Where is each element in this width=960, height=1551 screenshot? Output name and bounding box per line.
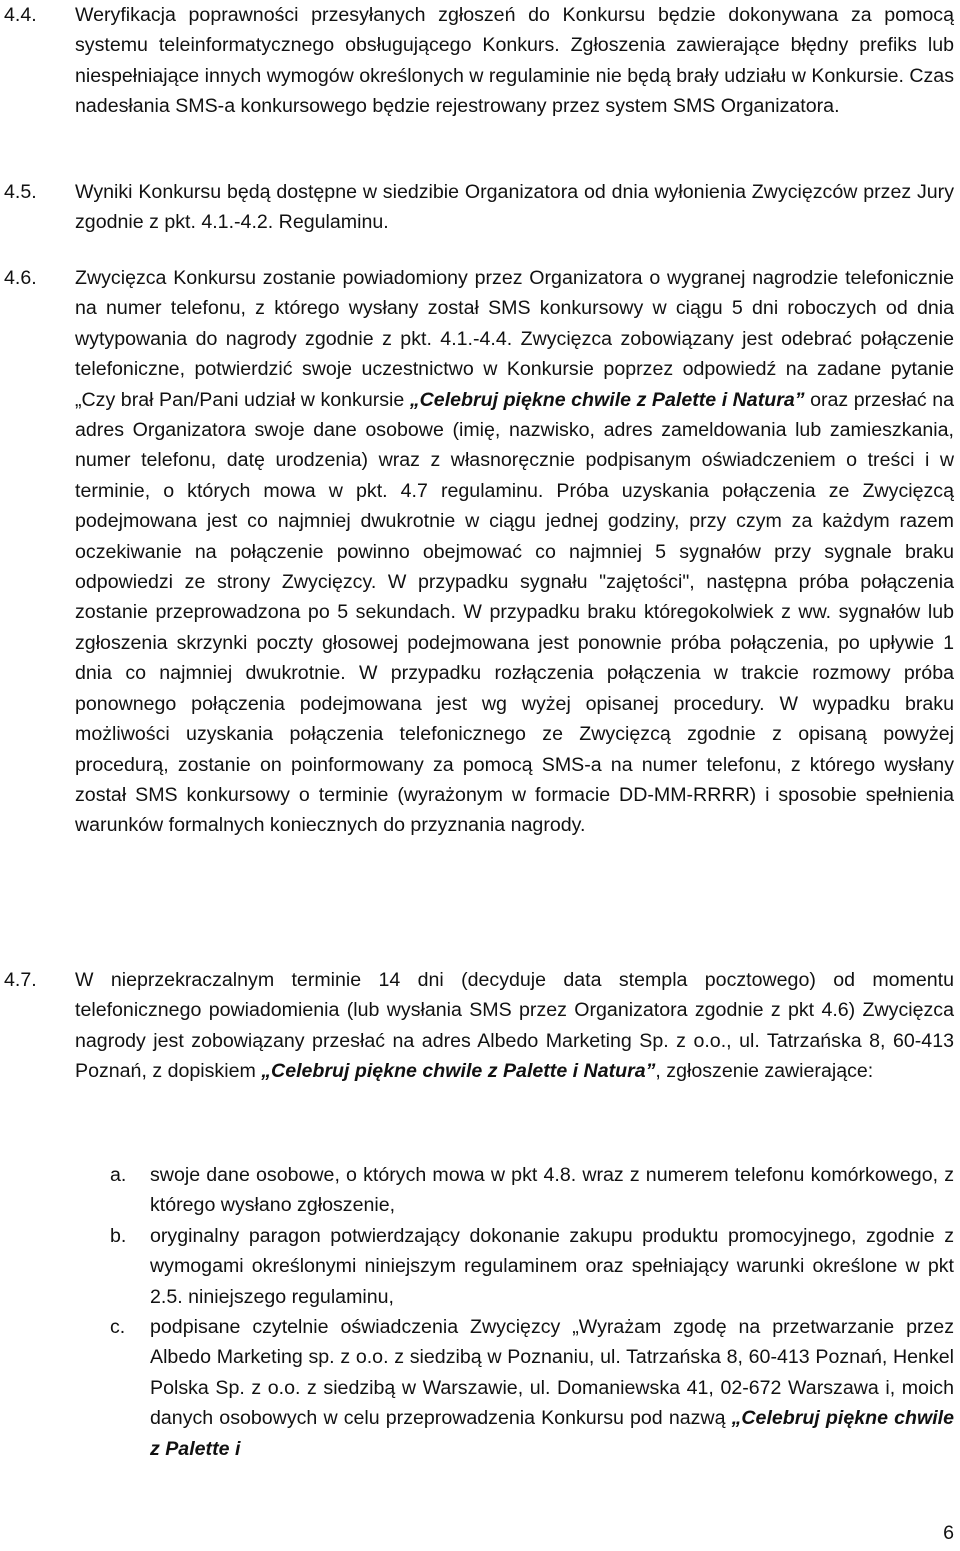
list-item bbox=[110, 1312, 954, 1464]
list-marker: c. bbox=[110, 1316, 126, 1339]
paragraph-text bbox=[75, 263, 954, 841]
contest-name-emphasis: „Celebruj piękne chwile z Palette i bbox=[150, 1407, 954, 1460]
list-marker: a. bbox=[110, 1164, 127, 1186]
list-item bbox=[110, 1221, 954, 1312]
list-item-text: podpisane czytelnie oświadczenia Zwycięzcy „Wyrażam zgodę na przetwarzanie przez Albedo Marketing sp. z o.o. z siedzibą w Poznaniu, ul. Tatrzańska 8, 60-413 Poznań, Henkel Polska Sp. z o.o. z siedzibą w Warszawie, ul. Domaniewska 41, 02-672 Warszawa i, moich danych osobowych w celu przeprowadzenia Konkursu pod nazwą bbox=[150, 1316, 954, 1430]
paragraph-number: 4.7. bbox=[4, 969, 37, 991]
page-number: 6 bbox=[943, 1522, 954, 1544]
paragraph-4-4 bbox=[0, 0, 960, 122]
paragraph-4-5 bbox=[0, 177, 960, 238]
paragraph-number: 4.4. bbox=[4, 4, 37, 26]
paragraph-text-part: Zwycięzca Konkursu zostanie powiadomiony przez Organizatora o wygranej nagrodzie telefonicznie na numer telefonu, z którego wysłany został SMS konkursowy w ciągu 5 dni roboczych od dnia wytypowania do nagrody zgodnie z pkt. 4.1.-4.4. Zwycięzca zobowiązany jest odebrać połączenie telefoniczne, potwierdzić swoje uczestnictwo w Konkursie poprzez odpowiedź na zadane pytanie „Czy brał Pan/Pani udział w konkursie bbox=[75, 267, 954, 411]
paragraph-text-part: W nieprzekraczalnym terminie 14 dni (decyduje data stempla pocztowego) od momentu telefonicznego powiadomienia (lub wysłania SMS przez Organizatora zgodnie z pkt 4.6) Zwycięzca nagrody jest zobowiązany przesłać na adres Albedo Marketing Sp. z o.o., ul. Tatrzańska 8, 60-413 Poznań, z dopiskiem bbox=[75, 969, 954, 1083]
paragraph-text bbox=[75, 965, 954, 1087]
list-marker: b. bbox=[110, 1224, 127, 1247]
list-item bbox=[110, 1160, 954, 1221]
paragraph-number: 4.6. bbox=[4, 267, 37, 289]
paragraph-text: Wyniki Konkursu będą dostępne w siedzibie Organizatora od dnia wyłonienia Zwycięzców przez Jury zgodnie z pkt. 4.1.-4.2. Regulaminu. bbox=[75, 181, 954, 234]
paragraph-4-7 bbox=[0, 965, 960, 1087]
requirements-list bbox=[0, 1160, 960, 1464]
list-item-text: oryginalny paragon potwierdzający dokonanie zakupu produktu promocyjnego, zgodnie z wymogami określonymi niniejszym regulaminem oraz spełniający warunki określone w pkt 2.5. niniejszego regulaminu, bbox=[150, 1224, 954, 1308]
paragraph-text-part: oraz przesłać na adres Organizatora swoje dane osobowe (imię, nazwisko, adres zameldowania lub zamieszkania, numer telefonu, datę urodzenia) wraz z własnoręcznie podpisanym oświadczeniem o treści i w terminie, o których mowa w pkt. 4.7 regulaminu. Próba uzyskania połączenia ze Zwycięzcą podejmowana jest co najmniej dwukrotnie w ciągu jednej godziny, przy czym za każdym razem oczekiwanie na połączenie powinno obejmować co najmniej 5 sygnałów przy sygnale braku odpowiedzi ze strony Zwycięzcy. W przypadku sygnału "zajętości", następna próba połączenia zostanie przeprowadzona po 5 sekundach. W przypadku braku któregokolwiek z ww. sygnałów lub zgłoszenia skrzynki poczty głosowej podejmowana jest ponownie próba połączenia, po upływie 1 dnia co najmniej dwukrotnie. W przypadku rozłączenia połączenia w trakcie rozmowy próba ponownego połączenia podejmowana jest wg wyżej opisanej procedury. W wypadku braku możliwości uzyskania połączenia telefonicznego ze Zwycięzcą zgodnie z opisaną powyżej procedurą, zostanie on poinformowany za pomocą SMS-a na numer telefonu, z którego wysłany został SMS konkursowy o terminie (wyrażonym w formacie DD-MM-RRRR) i sposobie spełnienia warunków formalnych koniecznych do przyznania nagrody. bbox=[75, 388, 954, 837]
paragraph-4-6 bbox=[0, 263, 960, 841]
contest-name-emphasis: „Celebruj piękne chwile z Palette i Natura” bbox=[409, 388, 805, 411]
paragraph-number: 4.5. bbox=[4, 181, 37, 203]
list-item-text: swoje dane osobowe, o których mowa w pkt 4.8. wraz z numerem telefonu komórkowego, z którego wysłano zgłoszenie, bbox=[150, 1164, 954, 1217]
paragraph-text: Weryfikacja poprawności przesyłanych zgłoszeń do Konkursu będzie dokonywana za pomocą systemu teleinformatycznego obsługującego Konkurs. Zgłoszenia zawierające błędny prefiks lub niespełniające innych wymogów określonych w regulaminie nie będą brały udziału w Konkursie. Czas nadesłania SMS-a konkursowego będzie rejestrowany przez system SMS Organizatora. bbox=[75, 4, 954, 118]
paragraph-text-part: , zgłoszenie zawierające: bbox=[655, 1060, 874, 1083]
contest-name-emphasis: „Celebruj piękne chwile z Palette i Natura” bbox=[261, 1060, 656, 1083]
